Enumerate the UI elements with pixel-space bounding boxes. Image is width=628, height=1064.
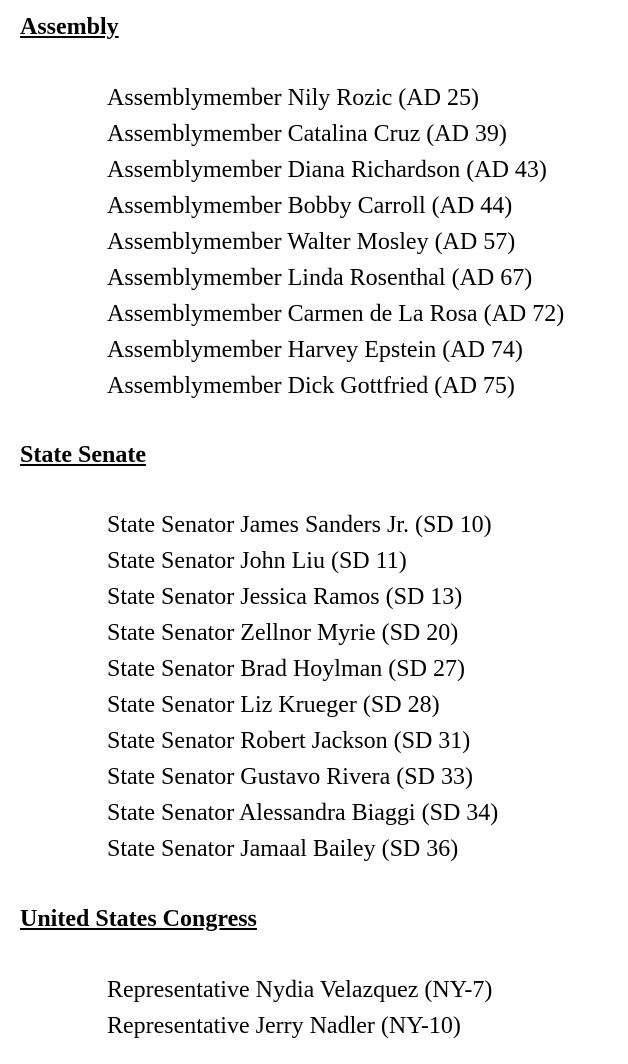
list-item: Assemblymember Bobby Carroll (AD 44) [107, 193, 513, 219]
list-item: Representative Jerry Nadler (NY-10) [107, 1013, 461, 1039]
list-item: Assemblymember Dick Gottfried (AD 75) [107, 373, 515, 399]
list-item: State Senator Gustavo Rivera (SD 33) [107, 764, 473, 790]
list-item: State Senator Robert Jackson (SD 31) [107, 728, 471, 754]
list-item: State Senator Liz Krueger (SD 28) [107, 692, 440, 718]
state-senate-member-list [107, 507, 498, 867]
list-item: Assemblymember Linda Rosenthal (AD 67) [107, 265, 533, 291]
list-item: Assemblymember Harvey Epstein (AD 74) [107, 337, 523, 363]
list-item: State Senator Brad Hoylman (SD 27) [107, 656, 465, 682]
list-item: State Senator Zellnor Myrie (SD 20) [107, 620, 459, 646]
list-item: Assemblymember Walter Mosley (AD 57) [107, 229, 516, 255]
list-item: Representative Nydia Velazquez (NY-7) [107, 977, 493, 1003]
list-item: Assemblymember Carmen de La Rosa (AD 72) [107, 301, 565, 327]
section-heading-assembly: Assembly [20, 14, 119, 40]
section-heading-united-states-congress: United States Congress [20, 906, 257, 932]
assembly-member-list [107, 80, 564, 404]
list-item: State Senator James Sanders Jr. (SD 10) [107, 512, 492, 538]
list-item: State Senator Jamaal Bailey (SD 36) [107, 836, 459, 862]
list-item: Assemblymember Catalina Cruz (AD 39) [107, 121, 507, 147]
list-item: State Senator John Liu (SD 11) [107, 548, 407, 574]
list-item: State Senator Jessica Ramos (SD 13) [107, 584, 463, 610]
list-item: Assemblymember Diana Richardson (AD 43) [107, 157, 547, 183]
congress-member-list [107, 972, 492, 1044]
section-heading-state-senate: State Senate [20, 442, 146, 468]
list-item: Assemblymember Nily Rozic (AD 25) [107, 85, 479, 111]
list-item: State Senator Alessandra Biaggi (SD 34) [107, 800, 499, 826]
